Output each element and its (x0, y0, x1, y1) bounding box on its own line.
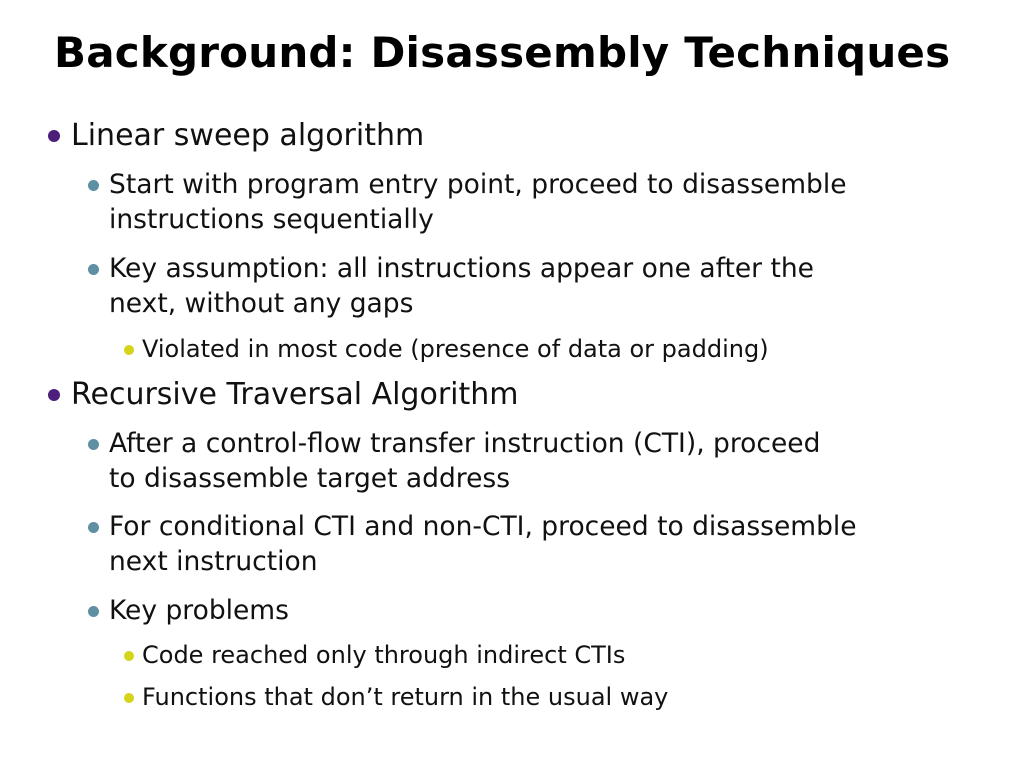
bullet-text-line1: Key assumption: all instructions appear one after the (109, 253, 814, 284)
level2-bullet-icon (88, 522, 99, 533)
bullet-rt-conditional-cti (0, 509, 1024, 579)
bullet-recursive-traversal (0, 376, 1024, 413)
bullet-rt-key-problems (0, 593, 1024, 628)
level3-bullet-icon (124, 345, 134, 355)
bullet-text-line2: instructions sequentially (109, 204, 434, 235)
bullet-text: Linear sweep algorithm (71, 118, 425, 153)
level2-bullet-icon (88, 606, 99, 617)
level2-bullet-icon (88, 264, 99, 275)
level1-bullet-icon (48, 389, 60, 401)
bullet-text-line1: Start with program entry point, proceed to disassemble (109, 169, 847, 200)
level3-bullet-icon (124, 651, 134, 661)
bullet-ls-entry-point (0, 167, 1024, 237)
bullet-text: Recursive Traversal Algorithm (71, 377, 519, 412)
bullet-text: Functions that don’t return in the usual way (142, 683, 669, 711)
bullet-text-line2: next instruction (109, 546, 318, 577)
bullet-ls-key-assumption (0, 251, 1024, 321)
level2-bullet-icon (88, 180, 99, 191)
slide-title: Background: Disassembly Techniques (54, 28, 951, 77)
bullet-text: Violated in most code (presence of data or padding) (142, 335, 769, 363)
bullet-text-line2: next, without any gaps (109, 288, 414, 319)
bullet-linear-sweep (0, 117, 1024, 154)
bullet-rt-after-cti (0, 426, 1024, 496)
bullet-text-line1: For conditional CTI and non-CTI, proceed to disassemble (109, 511, 857, 542)
level1-bullet-icon (48, 130, 60, 142)
bullet-text: Code reached only through indirect CTIs (142, 641, 626, 669)
level3-bullet-icon (124, 693, 134, 703)
bullet-text: Key problems (109, 595, 289, 626)
bullet-ls-violated (0, 334, 1024, 364)
bullet-rt-no-return (0, 682, 1024, 712)
bullet-rt-indirect-cti (0, 640, 1024, 670)
bullet-text-line2: to disassemble target address (109, 463, 511, 494)
bullet-text-line1: After a control-flow transfer instruction (CTI), proceed (109, 428, 821, 459)
level2-bullet-icon (88, 439, 99, 450)
